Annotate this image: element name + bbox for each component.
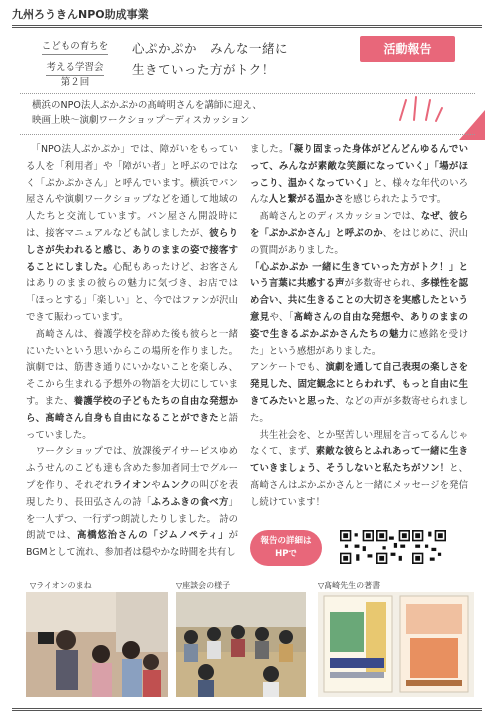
burst-icon bbox=[392, 94, 444, 124]
divider bbox=[12, 708, 482, 711]
headline-line-2: 生きていった方がトク！ bbox=[132, 62, 275, 77]
divider bbox=[20, 134, 475, 135]
lion-photo bbox=[26, 592, 168, 697]
headline-line-1: 心ぷかぷか みんな一緒に bbox=[132, 41, 289, 56]
photo-label-lion: ▽ライオンのまね bbox=[30, 581, 92, 590]
hp-link-line-2: HPで bbox=[275, 549, 297, 559]
photo-label-books: ▽髙崎先生の著書 bbox=[318, 581, 381, 590]
qr-code-icon[interactable] bbox=[340, 530, 374, 564]
article-paragraph: ワークショップでは、放課後デイサービスゆめふうせんのこども達も含めた参加者同士でグループを作り、それぞれライオンやムンクの叫びを表現したり、長田弘さんの詩「ふろふきの食べ方」を一人ずつ、一行ずつ朗読したりしました。 詩の朗読では、高橋悠治さんの「ジムノペティ」がBGMとして流れ、参加者は穏やかな時間を共有し bbox=[26, 446, 238, 559]
article-right-column bbox=[250, 142, 468, 512]
qr-code-icon[interactable] bbox=[376, 530, 410, 564]
article-paragraph: 「NPO法人ぷかぷか」では、障がいをもっている人を「利用者」や「障がい者」と呼ぶのではなく「ぷかぷかさん」と呼んでいます。横浜でパン屋さんや演劇ワークショップなどを通して地域の人たちと交流しています。パン屋さん開設時には、接客マニュアルなども試しましたが、彼らりしさが失われると感じ、ありのままの姿で接客することにしました。心配もあったけど、お客さんはありのままの彼らの魅力に気づき、お店では「ほっとする」「楽しい」と、今ではファンが沢山できて賑わっています。 bbox=[26, 144, 238, 323]
series-box bbox=[30, 34, 120, 88]
qr-code-icon[interactable] bbox=[412, 530, 446, 564]
article-paragraph: 髙崎さんは、養護学校を辞めた後も彼らと一緒にいたいという思いからこの場所を作りました。演劇では、筋書き通りにいかないことを楽しみ、そこから生まれる予想外の物語を大切にしています。また、養護学校の子どもたちの自由な発想から、髙崎さん自身も自由になることができたと語っていました。 bbox=[26, 328, 238, 441]
hp-link-button[interactable] bbox=[250, 530, 322, 566]
lead-text bbox=[32, 98, 392, 128]
article-paragraph: 共生社会を、とか堅苦しい理屈を言ってるんじゃなくて、まず、素敵な彼らとふれあって一緒に生きていきましょう、そうしないと私たちがソン！と、髙崎さんはぷかぷかさんと一緒にメッセージを発信し続けています！ bbox=[250, 429, 468, 508]
series-number: 第２回 bbox=[60, 77, 90, 88]
corner-triangle-icon bbox=[455, 110, 485, 140]
activity-report-badge: 活動報告 bbox=[360, 36, 455, 62]
article-paragraph: ました。「凝り固まった身体がどんどんゆるんでいって、みんなが素敵な笑顔になっていく」「場がほっこり、温かくなっていく」と、様々な年代のいろんな人と繋がる温かさを感じられたようです。 bbox=[250, 144, 468, 206]
photo-label-discussion: ▽座談会の様子 bbox=[176, 581, 231, 590]
article-left-column bbox=[26, 142, 238, 562]
headline-box bbox=[132, 38, 357, 80]
series-line-1: こどもの育ちを bbox=[42, 40, 109, 55]
series-line-2: 考える学習会 bbox=[46, 61, 103, 76]
article-paragraph: アンケートでも、演劇を通して自己表現の楽しさを発見した、固定観念にとらわれず、もっと自由に生きてみたいと思った、などの声が多数寄せられました。 bbox=[250, 362, 468, 424]
lead-line-1: 横浜のNPO法人ぷかぷかの髙崎明さんを講師に迎え、 bbox=[32, 100, 262, 111]
article-paragraph: 「心ぷかぷか 一緒に生きていった方がトク！」という言葉に共感する声が多数寄せられ、多様性を認め合い、共に生きることの大切さを実感したという意見や、「髙崎さんの自由な発想や、ありのままの姿で生きるぷかぷかさんたちの魅力に感銘を受けた」という感想がありました。 bbox=[250, 261, 468, 357]
lead-line-2: 映画上映〜演劇ワークショップ〜ディスカッション bbox=[32, 115, 250, 126]
books-photo bbox=[318, 592, 474, 697]
hp-link-line-1: 報告の詳細は bbox=[260, 536, 312, 546]
org-title: 九州ろうきんNPO助成事業 bbox=[12, 8, 149, 21]
discussion-photo bbox=[176, 592, 306, 697]
article-paragraph: 髙崎さんとのディスカッションでは、なぜ、彼らを「ぷかぷかさん」と呼ぶのか、をはじめに、沢山の質問がありました。 bbox=[250, 211, 468, 256]
top-header bbox=[12, 8, 482, 28]
